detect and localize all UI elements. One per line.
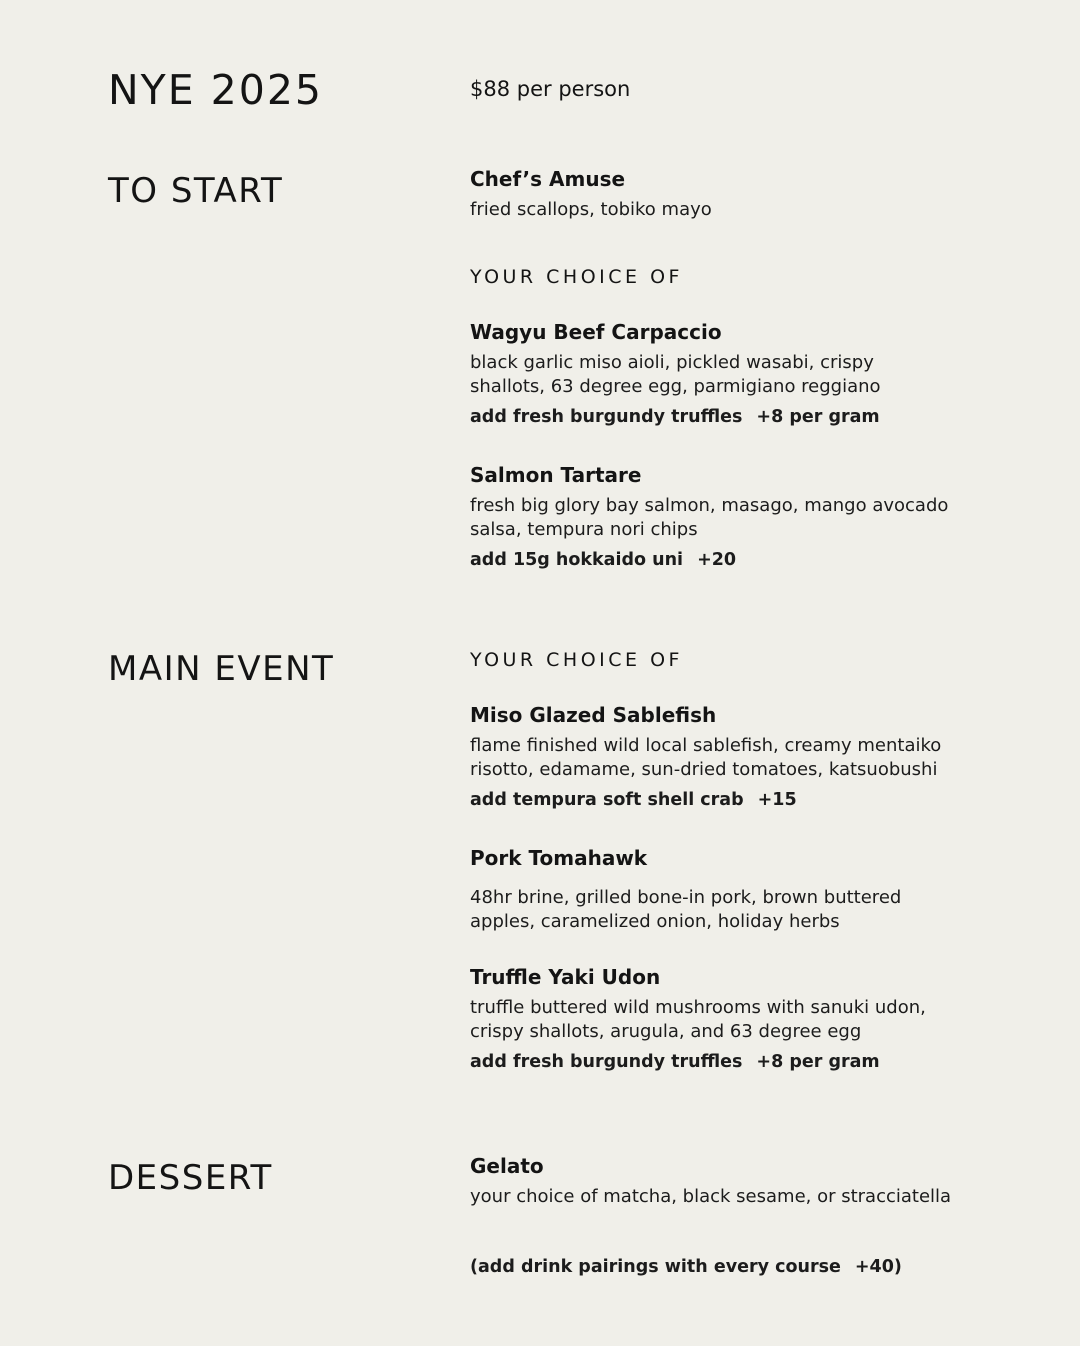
dish-miso-glazed-sablefish	[470, 705, 990, 810]
section-heading-main-event: MAIN EVENT	[108, 649, 335, 689]
dish-pork-tomahawk	[470, 848, 990, 934]
dish-chefs-amuse	[470, 169, 990, 222]
dish-addon	[470, 552, 990, 570]
dish-description-line: apples, caramelized onion, holiday herbs	[470, 911, 840, 932]
dish-truffle-yaki-udon	[470, 967, 990, 1072]
addon-price: +20	[697, 550, 737, 570]
dish-wagyu-beef-carpaccio	[470, 322, 990, 427]
dish-name: Salmon Tartare	[470, 463, 642, 487]
note-price: +40)	[854, 1257, 902, 1277]
dish-description: your choice of matcha, black sesame, or stracciatella	[470, 1186, 952, 1207]
drink-pairing-note	[470, 1259, 902, 1277]
choice-label-start: YOUR CHOICE OF	[470, 266, 683, 288]
dish-description-line: crispy shallots, arugula, and 63 degree egg	[470, 1021, 862, 1042]
dish-name: Wagyu Beef Carpaccio	[470, 320, 722, 344]
note-label: (add drink pairings with every course	[470, 1257, 841, 1277]
dish-addon	[470, 1054, 990, 1072]
choice-label-main: YOUR CHOICE OF	[470, 649, 683, 671]
dish-salmon-tartare	[470, 465, 990, 570]
menu-price: $88 per person	[470, 77, 631, 101]
dish-description-line: fresh big glory bay salmon, masago, mango avocado	[470, 495, 949, 516]
addon-label: add fresh burgundy truffles	[470, 1052, 743, 1072]
menu-title: NYE 2025	[108, 66, 323, 114]
addon-label: add tempura soft shell crab	[470, 790, 744, 810]
dish-name: Gelato	[470, 1154, 544, 1178]
dish-addon	[470, 792, 990, 810]
dish-description-line: shallots, 63 degree egg, parmigiano reggiano	[470, 376, 881, 397]
section-heading-dessert: DESSERT	[108, 1158, 273, 1198]
dish-gelato	[470, 1156, 990, 1209]
dish-name: Pork Tomahawk	[470, 846, 648, 870]
addon-price: +8 per gram	[756, 407, 880, 427]
addon-price: +15	[757, 790, 797, 810]
dish-addon	[470, 409, 990, 427]
dish-description-line: truffle buttered wild mushrooms with sanuki udon,	[470, 997, 926, 1018]
addon-label: add 15g hokkaido uni	[470, 550, 684, 570]
section-heading-to-start: TO START	[108, 171, 284, 211]
dish-description-line: 48hr brine, grilled bone-in pork, brown buttered	[470, 887, 902, 908]
dish-name: Truffle Yaki Udon	[470, 965, 661, 989]
dish-name: Chef’s Amuse	[470, 167, 626, 191]
dish-description-line: flame finished wild local sablefish, creamy mentaiko	[470, 735, 942, 756]
dish-description: fried scallops, tobiko mayo	[470, 199, 712, 220]
dish-description-line: risotto, edamame, sun-dried tomatoes, katsuobushi	[470, 759, 938, 780]
addon-price: +8 per gram	[756, 1052, 880, 1072]
addon-label: add fresh burgundy truffles	[470, 407, 743, 427]
dish-description-line: salsa, tempura nori chips	[470, 519, 698, 540]
dish-description-line: black garlic miso aioli, pickled wasabi, crispy	[470, 352, 874, 373]
dish-name: Miso Glazed Sablefish	[470, 703, 717, 727]
